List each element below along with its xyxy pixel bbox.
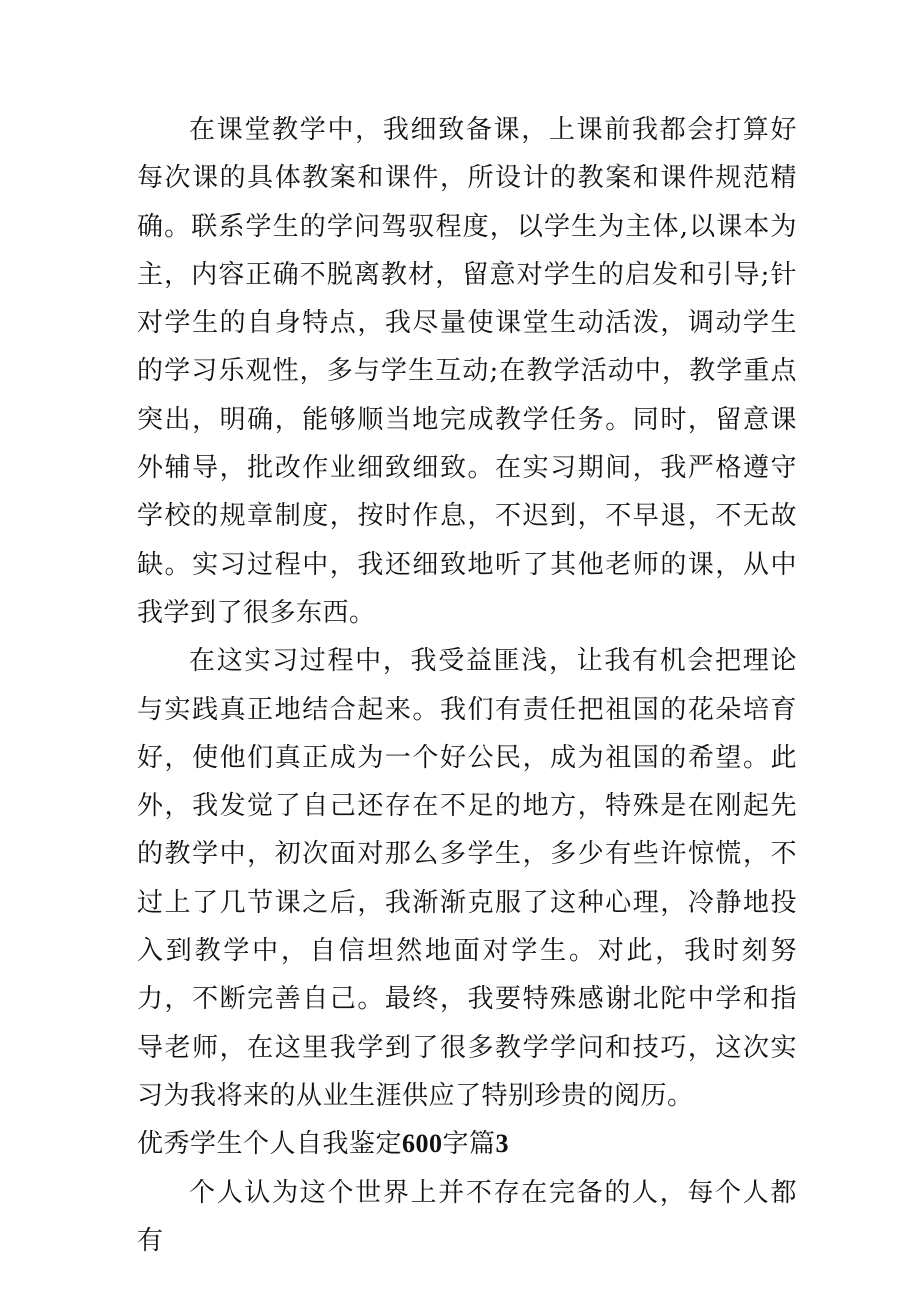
paragraph-reflection: 在这实习过程中，我受益匪浅，让我有机会把理论与实践真正地结合起来。我们有责任把祖国的花朵培育好，使他们真正成为一个好公民，成为祖国的希望。此外，我发觉了自己还存在不足的地方，特殊是在刚起先的教学中，初次面对那么多学生，多少有些许惊慌，不过上了几节课之后，我渐渐克服了这种心理，冷静地投入到教学中，自信坦然地面对学生。对此，我时刻努力，不断完善自己。最终，我要特殊感谢北陀中学和指导老师，在这里我学到了很多教学学问和技巧，这次实习为我将来的从业生涯供应了特别珍贵的阅历。: [137, 646, 797, 1111]
document-body: [137, 106, 797, 1265]
paragraph-opening: 个人认为这个世界上并不存在完备的人，每个人都有: [137, 1177, 797, 1256]
paragraph-teaching: 在课堂教学中，我细致备课，上课前我都会打算好每次课的具体教案和课件，所设计的教案和课件规范精确。联系学生的学问驾驭程度，以学生为主体,以课本为主，内容正确不脱离教材，留意对学生的启发和引导;针对学生的自身特点，我尽量使课堂生动活泼，调动学生的学习乐观性，多与学生互动;在教学活动中，教学重点突出，明确，能够顺当地完成教学任务。同时，留意课外辅导，批改作业细致细致。在实习期间，我严格遵守学校的规章制度，按时作息，不迟到，不早退，不无故缺。实习过程中，我还细致地听了其他老师的课，从中我学到了很多东西。: [137, 115, 797, 628]
heading-prefix: 优秀学生个人自我鉴定: [137, 1129, 403, 1160]
heading-number: 600: [402, 1129, 443, 1159]
section-heading: [137, 1120, 797, 1168]
heading-middle: 字篇: [442, 1129, 496, 1160]
heading-index: 3: [495, 1129, 510, 1159]
